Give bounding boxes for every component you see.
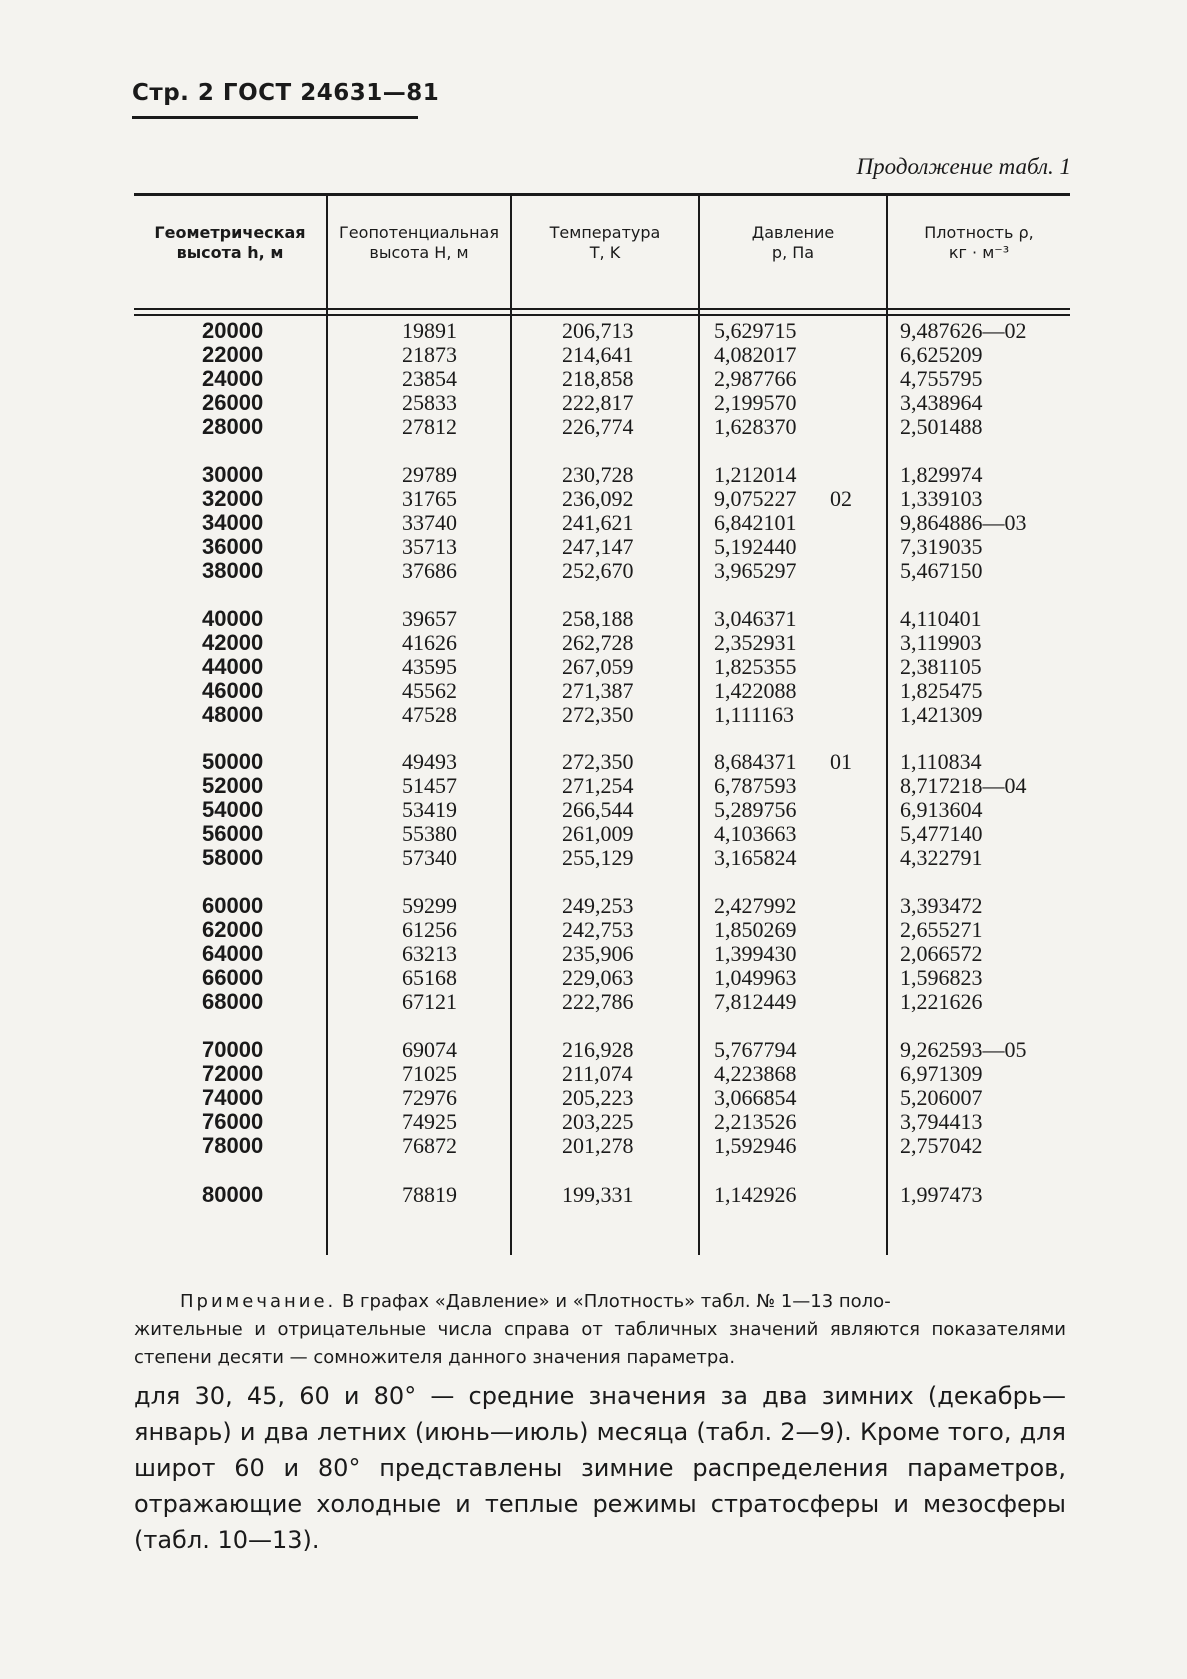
cell-temperature: 262,728 [562, 630, 634, 655]
table-continuation-label: Продолжение табл. 1 [856, 154, 1071, 179]
cell-geometric-height: 42000 [202, 630, 264, 655]
cell-geometric-height: 38000 [202, 558, 264, 583]
cell-temperature: 271,254 [562, 773, 634, 798]
cell-pressure: 4,223868 [714, 1061, 797, 1086]
cell-density: 4,110401 [900, 606, 982, 631]
table-row [134, 703, 1070, 727]
column-header-line: p, Па [771, 243, 815, 262]
cell-geopotential-height: 21873 [402, 342, 457, 367]
cell-geopotential-height: 49493 [402, 749, 457, 774]
cell-density: 2,381105 [900, 654, 982, 679]
row-group [134, 319, 1070, 439]
table-top-rule [134, 193, 1070, 196]
column-header-temperature [512, 223, 698, 263]
note-line1: В графах «Давление» и «Плотность» табл. № 1—13 поло- [341, 1291, 891, 1312]
column-header-line: Давление [751, 223, 835, 242]
cell-density: 1,110834 [900, 749, 982, 774]
cell-density: 1,421309 [900, 702, 983, 727]
cell-geopotential-height: 78819 [402, 1182, 457, 1207]
cell-temperature: 216,928 [562, 1037, 634, 1062]
cell-temperature: 272,350 [562, 702, 634, 727]
cell-geopotential-height: 51457 [402, 773, 457, 798]
cell-geopotential-height: 41626 [402, 630, 457, 655]
cell-temperature: 272,350 [562, 749, 634, 774]
table-row [134, 774, 1070, 798]
column-header-line: Температура [549, 223, 661, 242]
column-header-line: T, K [589, 243, 621, 262]
cell-density: 5,467150 [900, 558, 983, 583]
cell-density: 2,066572 [900, 941, 983, 966]
cell-temperature: 241,621 [562, 510, 634, 535]
cell-temperature: 242,753 [562, 917, 634, 942]
cell-temperature: 222,817 [562, 390, 634, 415]
table-row [134, 918, 1070, 942]
cell-density: 1,596823 [900, 965, 983, 990]
cell-density: 6,913604 [900, 797, 983, 822]
column-header-line: Геометрическая [154, 223, 306, 242]
cell-pressure: 5,192440 [714, 534, 797, 559]
data-table [134, 193, 1070, 1253]
cell-temperature: 255,129 [562, 845, 634, 870]
cell-geopotential-height: 59299 [402, 893, 457, 918]
cell-pressure: 1,825355 [714, 654, 797, 679]
cell-pressure: 4,103663 [714, 821, 797, 846]
cell-pressure: 2,199570 [714, 390, 797, 415]
cell-geometric-height: 30000 [202, 462, 264, 487]
cell-temperature: 230,728 [562, 462, 634, 487]
cell-geopotential-height: 37686 [402, 558, 457, 583]
cell-geopotential-height: 27812 [402, 414, 457, 439]
table-row [134, 990, 1070, 1014]
cell-pressure: 5,289756 [714, 797, 797, 822]
cell-pressure: 1,142926 [714, 1182, 797, 1207]
row-group [134, 463, 1070, 583]
table-head-rule [134, 308, 1070, 310]
cell-density: 2,757042 [900, 1133, 983, 1158]
table-row [134, 1038, 1070, 1062]
cell-geometric-height: 26000 [202, 390, 264, 415]
cell-geometric-height: 32000 [202, 486, 264, 511]
cell-density: 6,971309 [900, 1061, 983, 1086]
cell-geopotential-height: 61256 [402, 917, 457, 942]
cell-density: 1,221626 [900, 989, 983, 1014]
cell-density: 5,206007 [900, 1085, 983, 1110]
cell-pressure-exponent: 02 [830, 486, 852, 511]
cell-geometric-height: 36000 [202, 534, 264, 559]
table-row [134, 942, 1070, 966]
row-group [134, 607, 1070, 727]
cell-pressure: 1,592946 [714, 1133, 797, 1158]
cell-temperature: 211,074 [562, 1061, 633, 1086]
table-row [134, 822, 1070, 846]
cell-temperature: 249,253 [562, 893, 634, 918]
cell-geometric-height: 64000 [202, 941, 264, 966]
table-row [134, 415, 1070, 439]
cell-temperature: 214,641 [562, 342, 634, 367]
cell-geometric-height: 24000 [202, 366, 264, 391]
cell-temperature: 201,278 [562, 1133, 634, 1158]
cell-density: 3,393472 [900, 893, 983, 918]
cell-geometric-height: 72000 [202, 1061, 264, 1086]
cell-geopotential-height: 69074 [402, 1037, 457, 1062]
cell-temperature: 247,147 [562, 534, 634, 559]
table-row [134, 1134, 1070, 1158]
cell-density: 5,477140 [900, 821, 983, 846]
cell-pressure: 8,684371 [714, 749, 797, 774]
cell-geopotential-height: 71025 [402, 1061, 457, 1086]
cell-geopotential-height: 33740 [402, 510, 457, 535]
table-row [134, 679, 1070, 703]
cell-density: 2,655271 [900, 917, 983, 942]
column-header-geometric-height [134, 223, 326, 263]
cell-pressure: 3,965297 [714, 558, 797, 583]
cell-geometric-height: 60000 [202, 893, 264, 918]
table-head-rule-double [134, 314, 1070, 316]
cell-pressure: 6,842101 [714, 510, 797, 535]
cell-temperature: 271,387 [562, 678, 634, 703]
cell-density: 1,829974 [900, 462, 983, 487]
cell-temperature: 235,906 [562, 941, 634, 966]
cell-density: 4,322791 [900, 845, 983, 870]
cell-temperature: 258,188 [562, 606, 634, 631]
cell-geometric-height: 78000 [202, 1133, 264, 1158]
table-row [134, 463, 1070, 487]
cell-pressure: 2,352931 [714, 630, 797, 655]
cell-geometric-height: 44000 [202, 654, 264, 679]
cell-geopotential-height: 19891 [402, 318, 457, 343]
cell-density: 3,794413 [900, 1109, 983, 1134]
cell-temperature: 266,544 [562, 797, 634, 822]
cell-geopotential-height: 43595 [402, 654, 457, 679]
cell-geometric-height: 70000 [202, 1037, 264, 1062]
cell-pressure: 2,213526 [714, 1109, 797, 1134]
note-continuation: жительные и отрицательные числа справа от табличных значений являются показателями степени десяти — сомножителя данного значения параметра. [134, 1319, 1066, 1368]
column-header-line: кг · м⁻³ [948, 243, 1010, 262]
cell-pressure: 1,628370 [714, 414, 797, 439]
cell-pressure: 7,812449 [714, 989, 797, 1014]
body-paragraph: для 30, 45, 60 и 80° — средние значения за два зимних (декабрь—январь) и два летних (июнь—июль) месяца (табл. 2—9). Кроме того, для широт 60 и 80° представлены зимние распределения параметров, отражающие холодные и теплые режимы стратосферы и мезосферы (табл. 10—13). [134, 1382, 1066, 1554]
cell-geometric-height: 40000 [202, 606, 264, 631]
cell-geopotential-height: 39657 [402, 606, 457, 631]
header-rule [132, 116, 418, 119]
page-header: Стр. 2 ГОСТ 24631—81 [132, 80, 440, 106]
cell-geopotential-height: 45562 [402, 678, 457, 703]
cell-geopotential-height: 65168 [402, 965, 457, 990]
cell-geometric-height: 46000 [202, 678, 264, 703]
row-group [134, 1038, 1070, 1158]
column-header-geopotential-height [328, 223, 510, 263]
cell-geometric-height: 80000 [202, 1182, 264, 1207]
cell-pressure: 1,212014 [714, 462, 797, 487]
cell-geopotential-height: 55380 [402, 821, 457, 846]
table-row [134, 631, 1070, 655]
row-group [134, 750, 1070, 870]
cell-temperature: 199,331 [562, 1182, 634, 1207]
table-row [134, 846, 1070, 870]
column-header-pressure [700, 223, 886, 263]
cell-pressure-exponent: 01 [830, 749, 852, 774]
cell-density: 6,625209 [900, 342, 983, 367]
cell-pressure: 2,987766 [714, 366, 797, 391]
table-row [134, 535, 1070, 559]
column-header-line: высота h, м [176, 243, 284, 262]
cell-geometric-height: 66000 [202, 965, 264, 990]
table-row [134, 367, 1070, 391]
note-title: Примечание. [180, 1291, 337, 1312]
cell-pressure: 1,850269 [714, 917, 797, 942]
table-note [180, 1288, 1066, 1316]
cell-temperature: 222,786 [562, 989, 634, 1014]
cell-geometric-height: 20000 [202, 318, 264, 343]
cell-geometric-height: 54000 [202, 797, 264, 822]
cell-density: 3,119903 [900, 630, 982, 655]
cell-temperature: 267,059 [562, 654, 634, 679]
cell-geopotential-height: 53419 [402, 797, 457, 822]
cell-density: 8,717218—04 [900, 773, 1027, 798]
cell-geometric-height: 34000 [202, 510, 264, 535]
cell-geopotential-height: 23854 [402, 366, 457, 391]
cell-pressure: 3,165824 [714, 845, 797, 870]
cell-geopotential-height: 29789 [402, 462, 457, 487]
table-row [134, 1110, 1070, 1134]
table-row [134, 487, 1070, 511]
cell-density: 1,825475 [900, 678, 983, 703]
cell-geometric-height: 56000 [202, 821, 264, 846]
table-row [134, 391, 1070, 415]
cell-density: 9,487626—02 [900, 318, 1027, 343]
table-row [134, 966, 1070, 990]
cell-temperature: 226,774 [562, 414, 634, 439]
cell-pressure: 3,066854 [714, 1085, 797, 1110]
cell-pressure: 6,787593 [714, 773, 797, 798]
cell-geometric-height: 48000 [202, 702, 264, 727]
cell-geopotential-height: 76872 [402, 1133, 457, 1158]
table-row [134, 511, 1070, 535]
cell-geopotential-height: 31765 [402, 486, 457, 511]
table-row [134, 1183, 1070, 1207]
cell-pressure: 4,082017 [714, 342, 797, 367]
row-group [134, 1183, 1070, 1207]
table-row [134, 607, 1070, 631]
table-row [134, 894, 1070, 918]
cell-temperature: 205,223 [562, 1085, 634, 1110]
cell-density: 2,501488 [900, 414, 983, 439]
row-group [134, 894, 1070, 1014]
cell-density: 9,262593—05 [900, 1037, 1027, 1062]
cell-temperature: 252,670 [562, 558, 634, 583]
cell-geometric-height: 50000 [202, 749, 264, 774]
cell-temperature: 203,225 [562, 1109, 634, 1134]
cell-geopotential-height: 63213 [402, 941, 457, 966]
column-header-line: Плотность ρ, [924, 223, 1034, 242]
cell-geometric-height: 62000 [202, 917, 264, 942]
cell-temperature: 206,713 [562, 318, 634, 343]
cell-pressure: 1,422088 [714, 678, 797, 703]
cell-pressure: 5,629715 [714, 318, 797, 343]
table-row [134, 343, 1070, 367]
cell-geopotential-height: 57340 [402, 845, 457, 870]
cell-geometric-height: 28000 [202, 414, 264, 439]
cell-pressure: 1,049963 [714, 965, 797, 990]
cell-density: 3,438964 [900, 390, 983, 415]
cell-geometric-height: 58000 [202, 845, 264, 870]
cell-temperature: 218,858 [562, 366, 634, 391]
cell-density: 4,755795 [900, 366, 983, 391]
cell-pressure: 5,767794 [714, 1037, 797, 1062]
column-header-line: Геопотенциальная [339, 223, 499, 242]
cell-temperature: 261,009 [562, 821, 634, 846]
cell-density: 7,319035 [900, 534, 983, 559]
cell-geopotential-height: 35713 [402, 534, 457, 559]
cell-geopotential-height: 47528 [402, 702, 457, 727]
cell-geometric-height: 76000 [202, 1109, 264, 1134]
cell-density: 9,864886—03 [900, 510, 1027, 535]
table-row [134, 559, 1070, 583]
table-row [134, 655, 1070, 679]
cell-geopotential-height: 67121 [402, 989, 457, 1014]
cell-temperature: 229,063 [562, 965, 634, 990]
cell-temperature: 236,092 [562, 486, 634, 511]
cell-geometric-height: 52000 [202, 773, 264, 798]
cell-geopotential-height: 25833 [402, 390, 457, 415]
cell-pressure: 9,075227 [714, 486, 797, 511]
table-row [134, 750, 1070, 774]
table-row [134, 798, 1070, 822]
cell-geopotential-height: 74925 [402, 1109, 457, 1134]
cell-geometric-height: 74000 [202, 1085, 264, 1110]
cell-pressure: 1,111163 [714, 702, 795, 727]
table-row [134, 1086, 1070, 1110]
cell-density: 1,997473 [900, 1182, 983, 1207]
table-row [134, 1062, 1070, 1086]
cell-density: 1,339103 [900, 486, 983, 511]
cell-pressure: 2,427992 [714, 893, 797, 918]
column-header-density [888, 223, 1070, 263]
cell-geometric-height: 68000 [202, 989, 264, 1014]
cell-geometric-height: 22000 [202, 342, 264, 367]
table-row [134, 319, 1070, 343]
cell-geopotential-height: 72976 [402, 1085, 457, 1110]
cell-pressure: 3,046371 [714, 606, 797, 631]
column-header-line: высота H, м [369, 243, 469, 262]
cell-pressure: 1,399430 [714, 941, 797, 966]
